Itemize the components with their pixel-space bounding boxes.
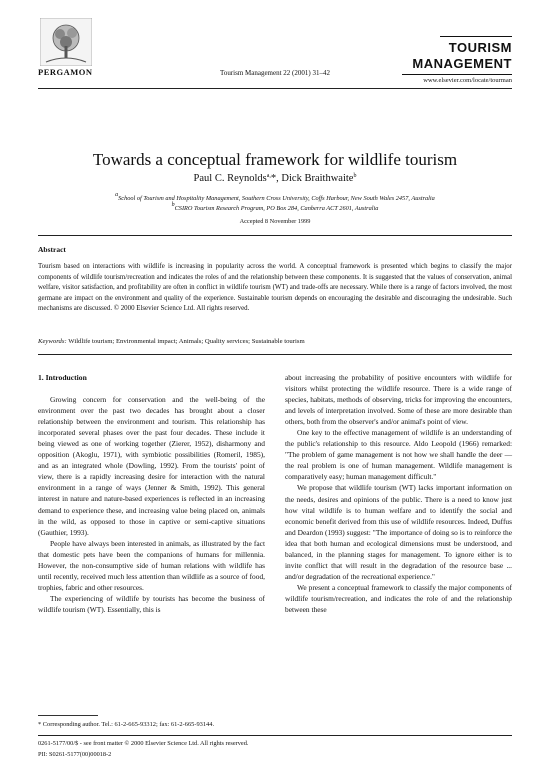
accepted-date: Accepted 8 November 1999 xyxy=(239,218,311,225)
publisher-name: PERGAMON xyxy=(38,67,93,77)
affiliation-2-text: CSIRO Tourism Research Program, PO Box 284, Canberra ACT 2601, Australia xyxy=(174,205,379,212)
corresponding-author-footnote: * Corresponding author. Tel.: 61-2-665-93312; fax: 61-2-665-93144. xyxy=(38,721,215,728)
journal-url[interactable]: www.elsevier.com/locate/tourman xyxy=(423,77,512,84)
paragraph: The experiencing of wildlife by tourists has become the business of wildlife tourism (WT). Essentially, this is xyxy=(38,593,265,614)
paragraph: One key to the effective management of wildlife is an understanding of the public's relationship to this resource. Aldo Leopold (1966) remarked: "The problem of game management is not how we shall handle the deer — the real problem is one of human management. Wildlife management is comparatively easy; human management difficult." xyxy=(285,428,512,482)
section-heading: 1. Introduction xyxy=(38,373,87,382)
journal-name-line1: TOURISM xyxy=(448,40,512,55)
author-2: *, Dick Braithwaite xyxy=(270,173,354,184)
paragraph: We present a conceptual framework to classify the major components of wildlife tourism/recreation, and indicates the role of and the relationship between these xyxy=(285,582,512,614)
paragraph: Growing concern for conservation and the well-being of the environment over the past two decades has brought about a closer relationship between the environment and tourism. This relationship has incorporated several phases over the past four decades. These include it being viewed as one of working together (Zierer, 1952), disharmony and opposition (Akoglu, 1971), with symbiotic possibilities (Romeril, 1985), and as an integrated whole (Dowling, 1992). From the tourists' point of view, there is a rapidly increasing desire for interaction with the natural environment in a range of ways (Jenner & Smith, 1992). This general interest in nature and nature-based experiences is reflected in an increasing demand to experience these, and increasing value being placed on, animals in the wild, as opposed to those in captive or semi-captive situations (Gauthier, 1993). xyxy=(38,395,265,537)
keywords-label: Keywords: xyxy=(38,338,67,345)
journal-citation: Tourism Management 22 (2001) 31–42 xyxy=(220,69,330,77)
paragraph: We propose that wildlife tourism (WT) lacks important information on the needs, desires and opinions of the public. There is a need to know just how vital wildlife is to human welfare and to identify the social and economic benefit derived from this use of wildlife resources. Indeed, Duffus and Deardon (1993) suggest: "The importance of doing so is to reinforce the idea that both human and ecological dimensions must be understood, and balanced, in the planning stages for management. To ignore either is to invite conflict that will result in the degradation of the resource base ... and/or degradation of the recreational experience." xyxy=(285,483,512,581)
right-column xyxy=(285,372,512,615)
affiliation-1-sup: a xyxy=(115,192,119,198)
article-title: Towards a conceptual framework for wildlife tourism xyxy=(92,150,458,169)
affiliation-1-text: School of Tourism and Hospitality Management, Southern Cross University, Coffs Harbour, New South Wales 2457, Australia xyxy=(118,195,435,202)
footer-rule xyxy=(38,735,512,736)
elsevier-tree-logo xyxy=(40,18,92,66)
abstract-bottom-rule xyxy=(38,354,512,355)
footnote-rule xyxy=(38,715,98,716)
abstract-heading: Abstract xyxy=(38,245,66,254)
author-1-sup: a, xyxy=(266,173,271,179)
affiliation-2 xyxy=(0,202,550,212)
paragraph: People have always been interested in animals, as illustrated by the fact that domestic pets have been the companions of humans for millennia. However, the non-consumptive side of human relations with wildlife has until recently, received much less attention than wildlife as a source of food, trophies, fabric and other resources. xyxy=(38,538,265,592)
abstract-top-rule xyxy=(38,235,512,236)
article-authors xyxy=(0,173,550,184)
left-column xyxy=(38,372,265,615)
journal-name-line2: MANAGEMENT xyxy=(412,56,512,71)
author-1: Paul C. Reynolds xyxy=(193,173,267,184)
keywords-text: Wildlife tourism; Environmental impact; Animals; Quality services; Sustainable tourism xyxy=(68,338,305,345)
pii-line: PII: S0261-5177(00)00018-2 xyxy=(38,751,112,758)
journal-logo xyxy=(412,40,512,72)
author-2-sup: b xyxy=(353,173,357,179)
abstract-text: Tourism based on interactions with wildlife is increasing in popularity across the world. A conceptual framework is presented which begins to classify the major components of wildlife tourism/recreation and indicates the roles of and the relationship between these components. It is suggested that the values of conservation, animal welfare, visitor satisfaction, and profitability are often in conflict in wildlife tourism (WT) and trade-offs are necessary. While there is a range of factors involved, the most germane are impact on the environment and quality of the experience. Sustainable tourism depends on encouraging the desirable and discouraging the undesirable. Such mechanisms are discussed. © 2000 Elsevier Science Ltd. All rights reserved. xyxy=(38,263,512,313)
affiliation-1 xyxy=(0,192,550,202)
affiliation-2-sup: b xyxy=(171,202,175,208)
copyright-line: 0261-5177/00/$ - see front matter © 2000 Elsevier Science Ltd. All rights reserved. xyxy=(38,740,249,747)
paragraph: about increasing the probability of positive encounters with wildlife for visitors whilst protecting the wildlife resource. There is a wide range of species, habitats, methods of observing, tricks for improving the encounters, and levels of interpretation involved. Some of these are more desirable than others, both from the observer's and/or animal's point of view. xyxy=(285,373,512,427)
journal-rule-top xyxy=(440,36,512,37)
journal-rule-bottom xyxy=(402,74,512,75)
header-rule xyxy=(38,88,512,89)
keywords xyxy=(38,338,512,345)
